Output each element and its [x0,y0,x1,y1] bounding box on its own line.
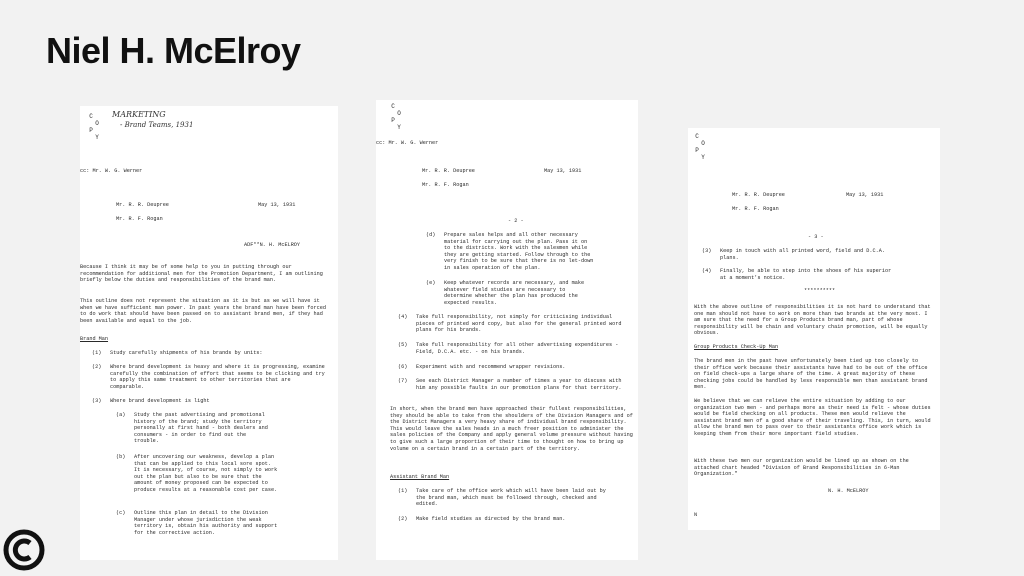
list-item: Make field studies as directed by the brand man. [416,516,566,522]
cc-line: cc: Mr. W. G. Werner [80,168,143,174]
list-subitem: Study the past advertising and promotional history of the brand; study the territory personally at first hand - both dealers and consumers - in order to find out the trouble. [134,412,268,445]
handwritten-note-marketing: MARKETING [112,110,166,119]
copy-stamp-y: Y [701,154,705,161]
separator-stars: ********** [804,288,836,294]
memo-page-3 [688,128,940,530]
handwritten-note-brand-teams: - Brand Teams, 1931 [120,121,194,129]
copy-stamp-o: O [701,140,705,147]
item-number: (5) [398,342,408,348]
memo-date: May 13, 1931 [544,168,582,174]
recipient-2: Mr. R. F. Rogan [732,206,779,212]
item-number: (3) [92,398,102,404]
item-number: (4) [398,314,408,320]
memo-date: May 13, 1931 [846,192,884,198]
item-number: (6) [398,364,408,370]
page-number: - 2 - [508,218,524,224]
item-number: (3) [702,248,712,254]
list-item: Take care of the office work which will have been laid out by the brand man, which must be followed through, checked and edited. [416,488,606,508]
list-item: Take full responsibility, not simply for criticising individual pieces of printed word copy, but also for the general printed word plans for his brands. [416,314,622,334]
recipient-2: Mr. R. F. Rogan [116,216,163,222]
copy-stamp-p: P [391,117,395,124]
list-subitem: After uncovering our weakness, develop a plan that can be applied to this local sore spot. It is necessary, of course, not simply to work out the plan but also to be sure that the amount of money proposed can be expected to produce results at a reasonable cost per case. [134,454,278,493]
list-subitem: Prepare sales helps and all other necessary material for carrying out the plan. Pass it on to the districts. Work with the salesmen while they are getting started. Follow through to the very finish to be sure that there is no let-down in sales operation of the plan. [444,232,594,271]
paragraph-summary: In short, when the brand men have approached their fullest responsibilities, they should be able to take from the shoulders of the Division Managers and of the District Managers a very heavy share of individual brand responsibility. This would leave the sales heads in a much freer position to administer the sales policies of the Company and apply general volume pressure without having to give such a large proportion of their time to thought on how to bring up volume on a certain brand in a certain part of the territory. [390,406,633,452]
recipient-1: Mr. R. R. Deupree [422,168,475,174]
copy-stamp-y: Y [397,124,401,131]
list-subitem: Outline this plan in detail to the Division Manager under whose jurisdiction the weak territory is, obtain his authority and support for the corrective action. [134,510,278,536]
section-heading-check-up-man: Group Products Check-Up Man [694,344,779,350]
paragraph-outline: This outline does not represent the situation as it is but as we will have it when we have sufficient man power. In past years the brand man have been forced to do work that should have been passed on to assistant brand men, if they had been available and equal to the job. [80,298,326,324]
subitem-letter: (e) [426,280,436,286]
section-heading-brand-man: Brand Man [80,336,109,342]
list-item: See each District Manager a number of times a year to discuss with him any possible faults in our promotion plans for that territory. [416,378,622,391]
subitem-letter: (c) [116,510,126,516]
cc-line: cc: Mr. W. G. Werner [376,140,439,146]
copyright-icon [2,528,46,572]
subitem-letter: (b) [116,454,126,460]
copy-stamp-p: P [695,147,699,154]
copy-stamp-o: O [95,120,99,127]
list-item: Where brand development is heavy and where it is progressing, examine carefully the combination of effort that seems to be clicking and try to apply this same treatment to other territories that are comparable. [110,364,325,390]
copy-stamp-o: O [397,110,401,117]
list-item: Take full responsibility for all other advertising expenditures - Field, D.C.A. etc. - on his brands. [416,342,619,355]
memo-page-2 [376,100,638,560]
item-number: (4) [702,268,712,274]
signature-line: ADF**N. H. McELROY [244,242,301,248]
list-item: Keep in touch with all printed word, field and D.C.A. plans. [720,248,885,261]
paragraph-chart-reference: With these two men our organization would be lined up as shown on the attached chart headed "Division of Brand Responsibilities in 6-Man Organization." [694,458,909,478]
page-number: - 3 - [808,234,824,240]
initial-mark: N [694,512,698,518]
item-number: (7) [398,378,408,384]
list-subitem: Keep whatever records are necessary, and make whatever field studies are necessary to determine whether the plan has produced the expected results. [444,280,585,306]
subitem-letter: (d) [426,232,436,238]
item-number: (1) [398,488,408,494]
list-item: Where brand development is light [110,398,210,404]
paragraph-check-up-2: We believe that we can relieve the entire situation by adding to our organization two men - and perhaps more as their need is felt - whose duties would be field checking on all products. These men would relieve the assistant brand men of a good share of their traveling. This, in turn, would allow the brand men to pass over to their assistants office work which is keeping them from their more important field studies. [694,398,931,437]
list-item: Experiment with and recommend wrapper revisions. [416,364,566,370]
recipient-1: Mr. R. R. Deupree [116,202,169,208]
subitem-letter: (a) [116,412,126,418]
list-item: Study carefully shipments of his brands by units: [110,350,263,356]
slide-title: Niel H. McElroy [46,30,301,71]
section-heading-assistant-brand-man: Assistant Brand Man [390,474,450,480]
memo-page-1 [80,106,338,560]
copy-stamp-c: C [391,103,395,110]
item-number: (2) [398,516,408,522]
recipient-1: Mr. R. R. Deupree [732,192,785,198]
copy-stamp-y: Y [95,134,99,141]
signature-line: N. H. McELROY [828,488,869,494]
item-number: (2) [92,364,102,370]
copy-stamp-p: P [89,127,93,134]
paragraph-intro: Because I think it may be of some help to you in putting through our recommendation for additional men for the Promotion Department, I am outlining briefly below the duties and responsibilities of the brand man. [80,264,323,284]
recipient-2: Mr. R. F. Rogan [422,182,469,188]
paragraph-outline-summary: With the above outline of responsibilities it is not hard to understand that one man should not have to work on more than two brands at the very most. I am sure that the need for a Group Products brand man, part of whose responsibility will be chain and voluntary chain promotion, will be equally obvious. [694,304,931,337]
memo-date: May 13, 1931 [258,202,296,208]
item-number: (1) [92,350,102,356]
paragraph-check-up-1: The brand men in the past have unfortunately been tied up too closely to their office work because their assistants have had to be out of the office on field check-ups a large share of the time. A great majority of these checking jobs could be handled by less responsible men than assistant brand men. [694,358,928,391]
copy-stamp-c: C [89,113,93,120]
list-item: Finally, be able to step into the shoes of his superior at a moment's notice. [720,268,892,281]
copy-stamp-c: C [695,133,699,140]
